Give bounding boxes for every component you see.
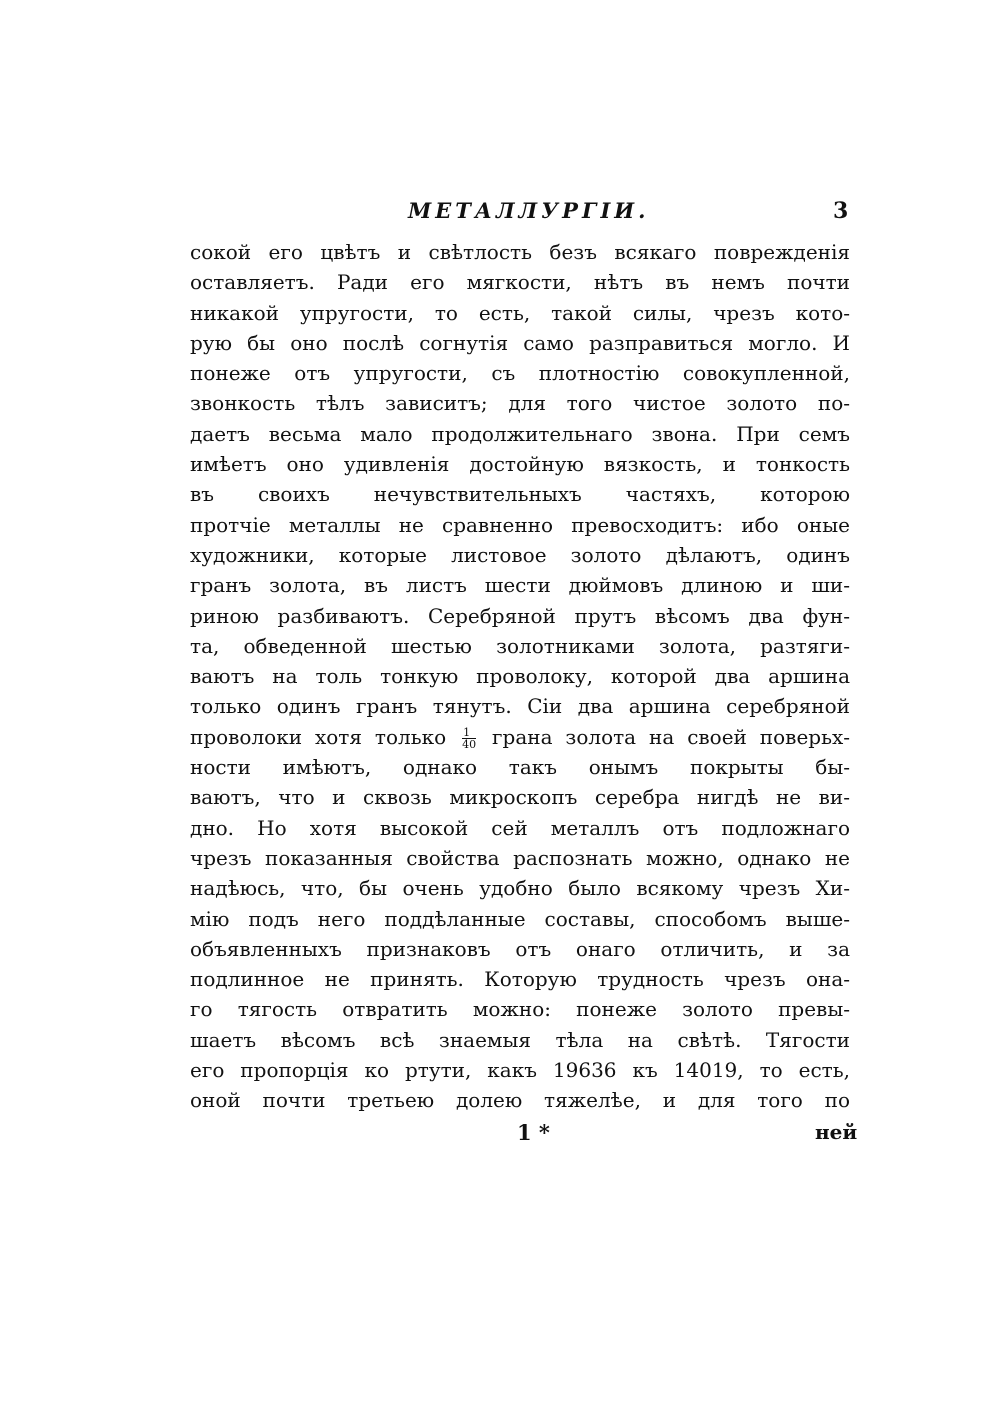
text-line: оставляетъ. Ради его мягкости, нѣтъ въ немъ почти <box>190 270 850 295</box>
text-line: та, обведенной шестью золотниками золота, разтяги- <box>190 633 850 658</box>
fraction-numerator: 1 <box>462 727 476 739</box>
text-line: надѣюсь, что, бы очень удобно было всякому чрезъ Хи- <box>190 876 850 901</box>
text-segment: проволоки хотя только <box>190 724 447 749</box>
running-title: МЕТАЛЛУРГІИ. <box>408 198 650 223</box>
text-line: имѣетъ оно удивленія достойную вязкость, и тонкость <box>190 452 850 477</box>
text-segment: грана золота на своей поверьх- <box>492 724 850 749</box>
page-number: 3 <box>833 198 849 224</box>
fraction <box>462 727 476 750</box>
text-line: го тягость отвратить можно: понеже золото превы- <box>190 997 850 1022</box>
text-line: сокой его цвѣтъ и свѣтлость безъ всякаго поврежденія <box>190 240 850 264</box>
text-line: дно. Но хотя высокой сей металлъ отъ подложнаго <box>190 815 850 840</box>
text-line: шаетъ вѣсомъ всѣ знаемыя тѣла на свѣтѣ. Тягости <box>190 1027 850 1052</box>
text-line: чрезъ показанныя свойства распознать можно, однако не <box>190 845 850 870</box>
text-line: ности имѣютъ, однако такъ онымъ покрыты бы- <box>190 755 850 780</box>
text-line: въ своихъ нечувствительныхъ частяхъ, которою <box>190 482 850 507</box>
text-line: ваютъ на толь тонкую проволоку, которой два аршина <box>190 664 850 689</box>
text-line: мію подъ него поддѣланные составы, способомъ выше- <box>190 906 850 931</box>
text-line: объявленныхъ признаковъ отъ онаго отличить, и за <box>190 936 850 961</box>
text-line: только одинъ гранъ тянутъ. Сіи два аршина серебряной <box>190 694 850 719</box>
text-line: звонкость тѣлъ зависитъ; для того чистое золото по- <box>190 391 850 416</box>
text-line: понеже отъ упругости, съ плотностію совокупленной, <box>190 361 850 386</box>
text-line: художники, которые листовое золото дѣлаютъ, одинъ <box>190 542 850 567</box>
signature-mark: 1 * <box>517 1120 550 1145</box>
text-line: даетъ весьма мало продолжительнаго звона. При семъ <box>190 421 850 446</box>
text-line: никакой упругости, то есть, такой силы, чрезъ кото- <box>190 300 850 325</box>
text-line: рую бы оно послѣ согнутія само разправиться могло. И <box>190 330 850 355</box>
text-line: ваютъ, что и сквозь микроскопъ серебра нигдѣ не ви- <box>190 785 850 810</box>
text-line: риною разбиваютъ. Серебряной прутъ вѣсомъ два фун- <box>190 603 850 628</box>
text-line: подлинное не принять. Которую трудность чрезъ она- <box>190 967 850 992</box>
fraction-denominator: 40 <box>462 737 477 751</box>
text-line: гранъ золота, въ листъ шести дюймовъ длиною и ши- <box>190 573 850 598</box>
body-text <box>190 237 850 1116</box>
text-line: протчіе металлы не сравненно превосходитъ: ибо оные <box>190 512 850 537</box>
text-line: оной почти третьею долею тяжелѣе, и для того по <box>190 1088 850 1113</box>
text-line: его пропорція ко ртути, какъ 19636 къ 14019, то есть, <box>190 1058 850 1083</box>
text-line-with-fraction <box>190 722 850 752</box>
catchword: ней <box>815 1120 858 1144</box>
